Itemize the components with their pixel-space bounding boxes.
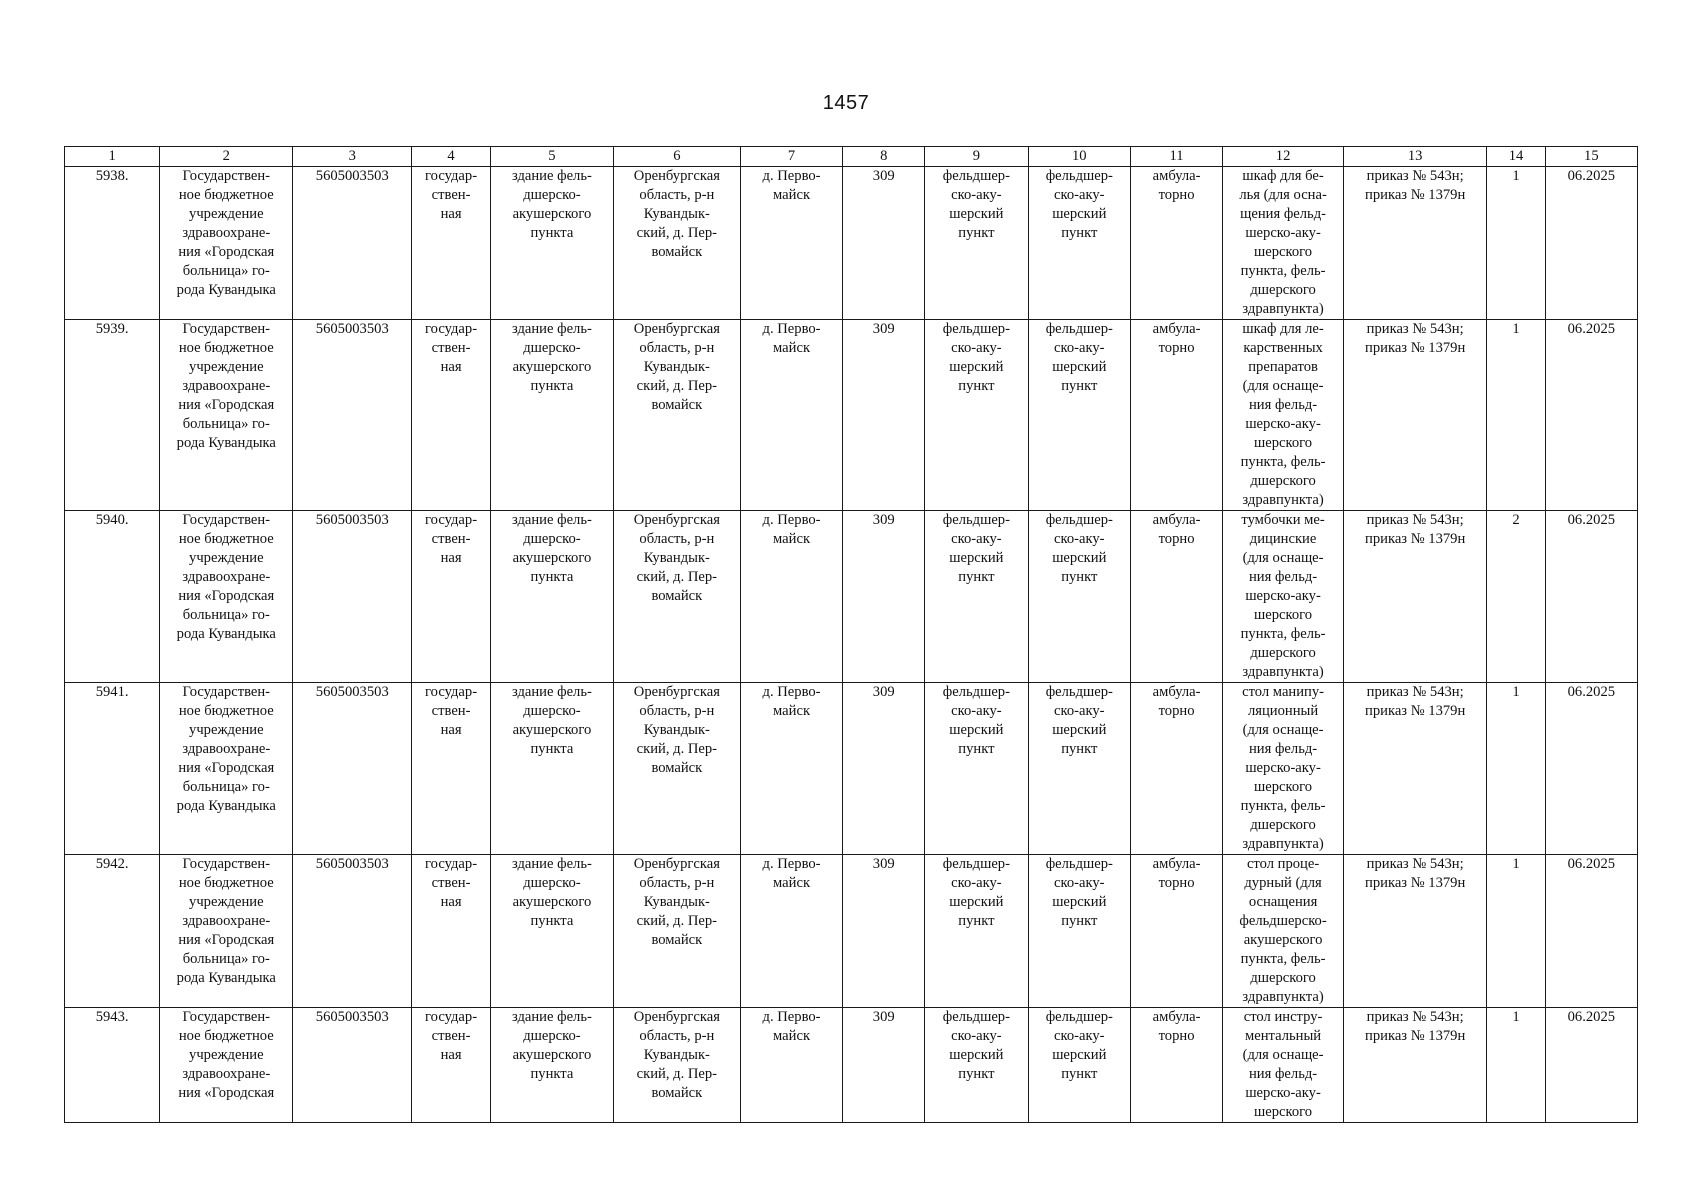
- delivery-date-cell: [1545, 683, 1637, 855]
- order-reference: приказ № 543н; приказ № 1379н: [1365, 512, 1466, 547]
- organization-name: Государствен- ное бюджетное учреждение здравоохране- ния «Городская больница» го- рода Кувандыка: [176, 856, 276, 986]
- building-type-cell: [490, 683, 613, 855]
- inn-code: 5605003503: [315, 1009, 389, 1025]
- locality-code: 309: [872, 168, 895, 184]
- organization-name-cell: [160, 511, 293, 683]
- order-reference-cell: [1343, 1008, 1486, 1123]
- unit-type: фельдшер- ско-аку- шерский пункт: [942, 1009, 1010, 1082]
- column-header: 8: [843, 147, 925, 167]
- address: Оренбургская область, р-н Кувандык- ский, д. Пер- вомайск: [633, 512, 720, 604]
- care-type-cell: [1131, 1008, 1223, 1123]
- locality-code: 309: [872, 856, 895, 872]
- care-type-cell: [1131, 683, 1223, 855]
- row-number-cell: [65, 320, 160, 511]
- address-cell: [613, 683, 740, 855]
- quantity: 1: [1512, 856, 1520, 872]
- unit-name: фельдшер- ско-аку- шерский пункт: [1045, 168, 1113, 241]
- column-header: 6: [613, 147, 740, 167]
- quantity-cell: [1487, 511, 1545, 683]
- unit-name-cell: [1028, 167, 1130, 320]
- building-type: здание фель- дшерско- акушерского пункта: [511, 856, 592, 929]
- column-header: 15: [1545, 147, 1637, 167]
- unit-type-cell: [925, 320, 1028, 511]
- care-type: амбула- торно: [1152, 321, 1201, 356]
- care-type: амбула- торно: [1152, 856, 1201, 891]
- locality-code: 309: [872, 321, 895, 337]
- equipment-name-cell: [1223, 1008, 1344, 1123]
- unit-type: фельдшер- ско-аку- шерский пункт: [942, 512, 1010, 585]
- column-header: 5: [490, 147, 613, 167]
- table-row: [65, 167, 1638, 320]
- care-type: амбула- торно: [1152, 684, 1201, 719]
- inn-code: 5605003503: [315, 321, 389, 337]
- care-type: амбула- торно: [1152, 512, 1201, 547]
- order-reference: приказ № 543н; приказ № 1379н: [1365, 321, 1466, 356]
- ownership-form: государ- ствен- ная: [425, 684, 478, 738]
- organization-name-cell: [160, 683, 293, 855]
- order-reference: приказ № 543н; приказ № 1379н: [1365, 168, 1466, 203]
- inn-code: 5605003503: [315, 684, 389, 700]
- care-type-cell: [1131, 511, 1223, 683]
- unit-name-cell: [1028, 511, 1130, 683]
- column-header: 10: [1028, 147, 1130, 167]
- inn-code-cell: [293, 320, 412, 511]
- column-header: 12: [1223, 147, 1344, 167]
- equipment-name-cell: [1223, 855, 1344, 1008]
- column-header: 1: [65, 147, 160, 167]
- locality-cell: [740, 683, 842, 855]
- address: Оренбургская область, р-н Кувандык- ский, д. Пер- вомайск: [633, 1009, 720, 1101]
- column-header: 14: [1487, 147, 1545, 167]
- delivery-date-cell: [1545, 320, 1637, 511]
- care-type: амбула- торно: [1152, 1009, 1201, 1044]
- inn-code-cell: [293, 167, 412, 320]
- ownership-form: государ- ствен- ная: [425, 168, 478, 222]
- organization-name: Государствен- ное бюджетное учреждение здравоохране- ния «Городская больница» го- рода Кувандыка: [176, 512, 276, 642]
- unit-name: фельдшер- ско-аку- шерский пункт: [1045, 321, 1113, 394]
- ownership-form: государ- ствен- ная: [425, 856, 478, 910]
- locality-cell: [740, 1008, 842, 1123]
- inn-code-cell: [293, 683, 412, 855]
- unit-type: фельдшер- ско-аку- шерский пункт: [942, 168, 1010, 241]
- unit-name-cell: [1028, 320, 1130, 511]
- equipment-name: шкаф для ле- карственных препаратов (для оснаще- ния фельд- шерско-аку- шерского пункта, фель- дшерского здравпункта): [1240, 321, 1326, 508]
- unit-type-cell: [925, 511, 1028, 683]
- delivery-date-cell: [1545, 511, 1637, 683]
- care-type-cell: [1131, 320, 1223, 511]
- delivery-date: 06.2025: [1567, 684, 1616, 700]
- table-row: [65, 320, 1638, 511]
- quantity: 1: [1512, 168, 1520, 184]
- unit-type-cell: [925, 167, 1028, 320]
- address: Оренбургская область, р-н Кувандык- ский, д. Пер- вомайск: [633, 321, 720, 413]
- quantity-cell: [1487, 683, 1545, 855]
- row-number: 5943.: [95, 1009, 129, 1025]
- equipment-name-cell: [1223, 683, 1344, 855]
- building-type: здание фель- дшерско- акушерского пункта: [511, 168, 592, 241]
- row-number: 5938.: [95, 168, 129, 184]
- equipment-name: стол проце- дурный (для оснащения фельдшерско- акушерского пункта, фель- дшерского здравпункта): [1239, 856, 1327, 1005]
- column-header: 7: [740, 147, 842, 167]
- ownership-form-cell: [412, 320, 491, 511]
- delivery-date: 06.2025: [1567, 1009, 1616, 1025]
- equipment-name: тумбочки ме- дицинские (для оснаще- ния фельд- шерско-аку- шерского пункта, фель- дшерского здравпункта): [1240, 512, 1326, 680]
- equipment-name: стол манипу- ляционный (для оснаще- ния фельд- шерско-аку- шерского пункта, фель- дшерского здравпункта): [1240, 684, 1326, 852]
- table-row: [65, 683, 1638, 855]
- quantity: 2: [1512, 512, 1520, 528]
- care-type-cell: [1131, 855, 1223, 1008]
- ownership-form: государ- ствен- ная: [425, 1009, 478, 1063]
- locality: д. Перво- майск: [762, 1009, 821, 1044]
- delivery-date: 06.2025: [1567, 856, 1616, 872]
- quantity-cell: [1487, 855, 1545, 1008]
- order-reference: приказ № 543н; приказ № 1379н: [1365, 856, 1466, 891]
- table-row: [65, 1008, 1638, 1123]
- unit-type-cell: [925, 683, 1028, 855]
- equipment-name: стол инстру- ментальный (для оснаще- ния фельд- шерско-аку- шерского: [1242, 1009, 1324, 1120]
- row-number-cell: [65, 1008, 160, 1123]
- unit-name: фельдшер- ско-аку- шерский пункт: [1045, 684, 1113, 757]
- row-number-cell: [65, 511, 160, 683]
- delivery-date: 06.2025: [1567, 321, 1616, 337]
- locality-cell: [740, 855, 842, 1008]
- ownership-form-cell: [412, 511, 491, 683]
- unit-name-cell: [1028, 683, 1130, 855]
- locality-code-cell: [843, 683, 925, 855]
- row-number-cell: [65, 855, 160, 1008]
- locality-code: 309: [872, 684, 895, 700]
- building-type-cell: [490, 1008, 613, 1123]
- table-row: [65, 511, 1638, 683]
- organization-name-cell: [160, 167, 293, 320]
- inn-code-cell: [293, 855, 412, 1008]
- organization-name-cell: [160, 320, 293, 511]
- organization-name: Государствен- ное бюджетное учреждение здравоохране- ния «Городская больница» го- рода Кувандыка: [176, 168, 276, 298]
- quantity: 1: [1512, 321, 1520, 337]
- order-reference-cell: [1343, 511, 1486, 683]
- delivery-date-cell: [1545, 1008, 1637, 1123]
- building-type-cell: [490, 855, 613, 1008]
- row-number-cell: [65, 167, 160, 320]
- column-header: 13: [1343, 147, 1486, 167]
- address-cell: [613, 855, 740, 1008]
- unit-name: фельдшер- ско-аку- шерский пункт: [1045, 856, 1113, 929]
- quantity-cell: [1487, 167, 1545, 320]
- row-number: 5942.: [95, 856, 129, 872]
- quantity: 1: [1512, 1009, 1520, 1025]
- locality-code: 309: [872, 512, 895, 528]
- unit-name: фельдшер- ско-аку- шерский пункт: [1045, 1009, 1113, 1082]
- address-cell: [613, 320, 740, 511]
- inn-code: 5605003503: [315, 856, 389, 872]
- building-type: здание фель- дшерско- акушерского пункта: [511, 684, 592, 757]
- ownership-form: государ- ствен- ная: [425, 321, 478, 375]
- locality-code-cell: [843, 167, 925, 320]
- delivery-date: 06.2025: [1567, 168, 1616, 184]
- unit-type-cell: [925, 855, 1028, 1008]
- locality: д. Перво- майск: [762, 856, 821, 891]
- address-cell: [613, 1008, 740, 1123]
- care-type: амбула- торно: [1152, 168, 1201, 203]
- unit-type: фельдшер- ско-аку- шерский пункт: [942, 856, 1010, 929]
- inn-code-cell: [293, 511, 412, 683]
- unit-name: фельдшер- ско-аку- шерский пункт: [1045, 512, 1113, 585]
- locality-cell: [740, 320, 842, 511]
- order-reference-cell: [1343, 683, 1486, 855]
- row-number: 5940.: [95, 512, 129, 528]
- ownership-form-cell: [412, 167, 491, 320]
- address: Оренбургская область, р-н Кувандык- ский, д. Пер- вомайск: [633, 856, 720, 948]
- organization-name: Государствен- ное бюджетное учреждение здравоохране- ния «Городская больница» го- рода Кувандыка: [176, 684, 276, 814]
- address: Оренбургская область, р-н Кувандык- ский, д. Пер- вомайск: [633, 168, 720, 260]
- address-cell: [613, 167, 740, 320]
- row-number: 5941.: [95, 684, 129, 700]
- locality-cell: [740, 167, 842, 320]
- locality: д. Перво- майск: [762, 321, 821, 356]
- unit-name-cell: [1028, 855, 1130, 1008]
- order-reference-cell: [1343, 320, 1486, 511]
- equipment-name-cell: [1223, 320, 1344, 511]
- unit-type: фельдшер- ско-аку- шерский пункт: [942, 684, 1010, 757]
- locality-cell: [740, 511, 842, 683]
- organization-name: Государствен- ное бюджетное учреждение здравоохране- ния «Городская: [178, 1009, 275, 1101]
- building-type: здание фель- дшерско- акушерского пункта: [511, 1009, 592, 1082]
- locality: д. Перво- майск: [762, 684, 821, 719]
- locality: д. Перво- майск: [762, 168, 821, 203]
- locality-code-cell: [843, 320, 925, 511]
- quantity-cell: [1487, 320, 1545, 511]
- building-type: здание фель- дшерско- акушерского пункта: [511, 321, 592, 394]
- unit-name-cell: [1028, 1008, 1130, 1123]
- column-header: 11: [1131, 147, 1223, 167]
- column-header: 4: [412, 147, 491, 167]
- locality-code-cell: [843, 1008, 925, 1123]
- column-number-row: [65, 147, 1638, 167]
- quantity: 1: [1512, 684, 1520, 700]
- building-type-cell: [490, 320, 613, 511]
- quantity-cell: [1487, 1008, 1545, 1123]
- equipment-name-cell: [1223, 511, 1344, 683]
- order-reference-cell: [1343, 167, 1486, 320]
- inn-code: 5605003503: [315, 168, 389, 184]
- delivery-date-cell: [1545, 855, 1637, 1008]
- building-type-cell: [490, 167, 613, 320]
- ownership-form-cell: [412, 855, 491, 1008]
- locality: д. Перво- майск: [762, 512, 821, 547]
- page-number: 1457: [822, 92, 870, 114]
- register-table: [64, 146, 1638, 1123]
- ownership-form-cell: [412, 683, 491, 855]
- locality-code-cell: [843, 511, 925, 683]
- column-header: 3: [293, 147, 412, 167]
- ownership-form: государ- ствен- ная: [425, 512, 478, 566]
- address: Оренбургская область, р-н Кувандык- ский, д. Пер- вомайск: [633, 684, 720, 776]
- order-reference-cell: [1343, 855, 1486, 1008]
- column-header: 2: [160, 147, 293, 167]
- order-reference: приказ № 543н; приказ № 1379н: [1365, 684, 1466, 719]
- organization-name-cell: [160, 855, 293, 1008]
- inn-code: 5605003503: [315, 512, 389, 528]
- delivery-date: 06.2025: [1567, 512, 1616, 528]
- equipment-name-cell: [1223, 167, 1344, 320]
- equipment-name: шкаф для бе- лья (для осна- щения фельд- шерско-аку- шерского пункта, фель- дшерского здравпункта): [1239, 168, 1327, 317]
- row-number-cell: [65, 683, 160, 855]
- building-type-cell: [490, 511, 613, 683]
- locality-code: 309: [872, 1009, 895, 1025]
- organization-name-cell: [160, 1008, 293, 1123]
- row-number: 5939.: [95, 321, 129, 337]
- delivery-date-cell: [1545, 167, 1637, 320]
- ownership-form-cell: [412, 1008, 491, 1123]
- unit-type: фельдшер- ско-аку- шерский пункт: [942, 321, 1010, 394]
- building-type: здание фель- дшерско- акушерского пункта: [511, 512, 592, 585]
- order-reference: приказ № 543н; приказ № 1379н: [1365, 1009, 1466, 1044]
- organization-name: Государствен- ное бюджетное учреждение здравоохране- ния «Городская больница» го- рода Кувандыка: [176, 321, 276, 451]
- care-type-cell: [1131, 167, 1223, 320]
- locality-code-cell: [843, 855, 925, 1008]
- column-header: 9: [925, 147, 1028, 167]
- address-cell: [613, 511, 740, 683]
- unit-type-cell: [925, 1008, 1028, 1123]
- table-row: [65, 855, 1638, 1008]
- inn-code-cell: [293, 1008, 412, 1123]
